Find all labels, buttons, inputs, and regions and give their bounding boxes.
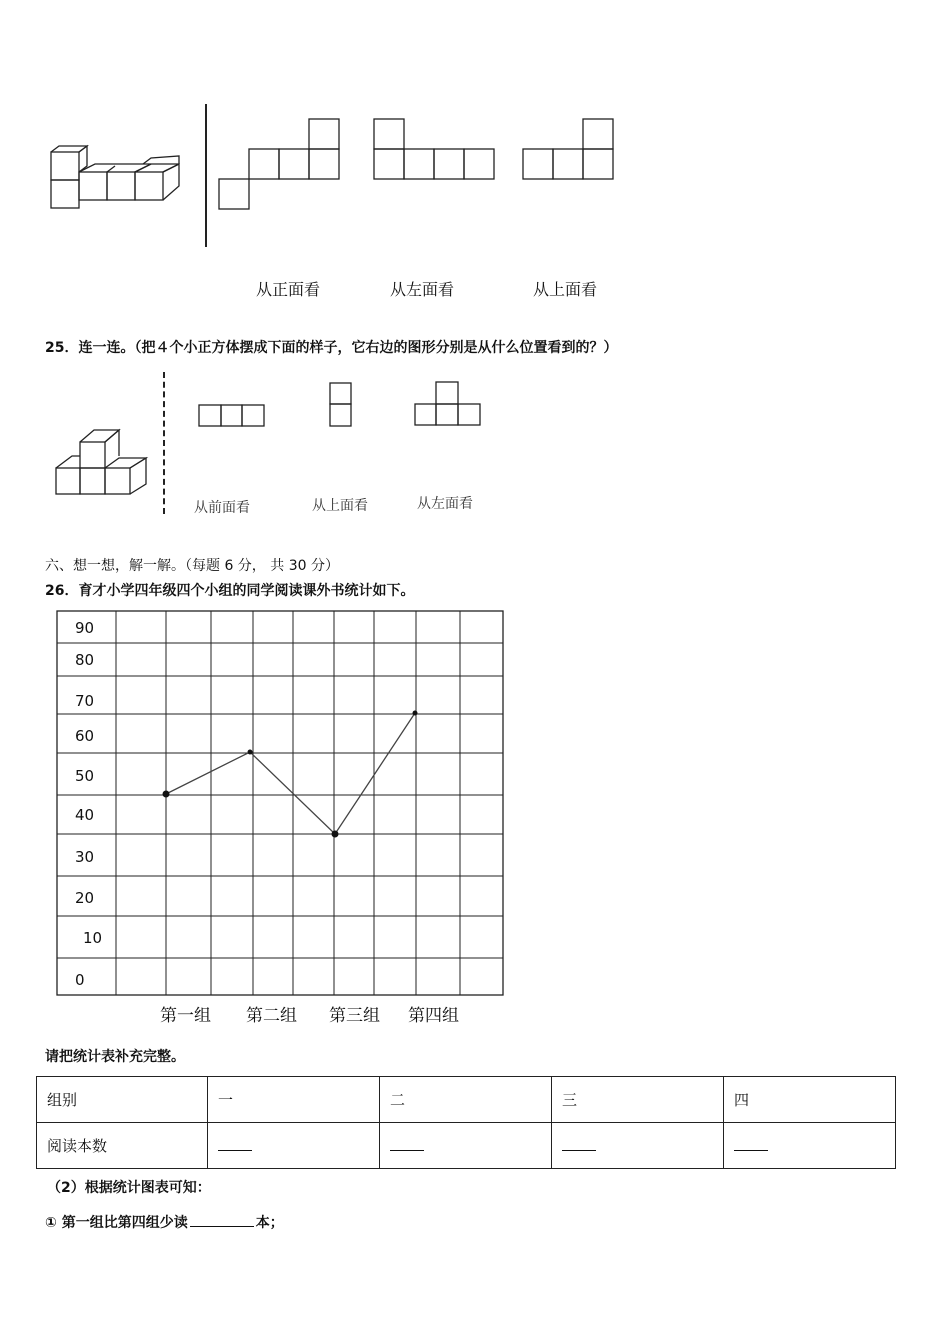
table-group-2: 二	[380, 1077, 552, 1123]
table-row-count	[37, 1123, 896, 1169]
chart-frame	[57, 611, 503, 995]
y-tick-label: 20	[75, 889, 95, 907]
x-category-label: 第四组	[408, 1006, 459, 1026]
y-tick-label: 60	[75, 727, 95, 745]
y-tick-label: 0	[75, 971, 85, 989]
q25-title: 25．连一连。（把４个小正方体摆成下面的样子，它右边的图形分别是从什么位置看到的？）	[45, 340, 618, 356]
data-point	[413, 711, 418, 716]
table-row-header	[37, 1077, 896, 1123]
stat-table	[36, 1076, 896, 1169]
q24-label-left: 从左面看	[390, 280, 455, 299]
y-tick-label: 50	[75, 767, 95, 785]
q26-sub1-after: 本；	[255, 1215, 284, 1231]
q24-label-front: 从正面看	[256, 280, 321, 299]
table-header-label: 组别	[37, 1077, 208, 1123]
answer-blank[interactable]	[562, 1136, 596, 1151]
q26-part2-title: （2）根据统计图表可知：	[47, 1180, 211, 1196]
table-cell-3[interactable]	[552, 1123, 724, 1169]
y-tick-label: 30	[75, 848, 95, 866]
q25-label-top: 从上面看	[312, 498, 368, 514]
table-cell-1[interactable]	[208, 1123, 380, 1169]
x-category-label: 第三组	[329, 1006, 380, 1026]
q26-title: 26．育才小学四年级四个小组的同学阅读课外书统计如下。	[45, 583, 415, 599]
q25-label-front: 从前面看	[194, 500, 250, 516]
data-point	[163, 791, 170, 798]
series-line	[166, 713, 415, 834]
q26-sub1-before: ① 第一组比第四组少读	[45, 1215, 188, 1231]
answer-blank[interactable]	[734, 1136, 768, 1151]
q26-sub1	[45, 1212, 284, 1232]
y-tick-label: 40	[75, 806, 95, 824]
q25-label-left: 从左面看	[417, 496, 473, 512]
data-point	[248, 750, 253, 755]
table-cell-2[interactable]	[380, 1123, 552, 1169]
table-row-label: 阅读本数	[37, 1123, 208, 1169]
y-tick-label: 70	[75, 692, 95, 710]
section6-title: 六、想一想，解一解。（每题 6 分， 共 30 分）	[45, 558, 339, 574]
table-group-1: 一	[208, 1077, 380, 1123]
table-group-4: 四	[724, 1077, 896, 1123]
y-tick-label: 80	[75, 651, 95, 669]
answer-blank[interactable]	[218, 1136, 252, 1151]
y-tick-label: 90	[75, 619, 95, 637]
table-cell-4[interactable]	[724, 1123, 896, 1169]
x-category-label: 第二组	[246, 1006, 297, 1026]
x-category-label: 第一组	[160, 1006, 211, 1026]
table-group-3: 三	[552, 1077, 724, 1123]
data-point	[332, 831, 339, 838]
q24-label-top: 从上面看	[533, 280, 598, 299]
y-tick-label: 10	[83, 929, 103, 947]
answer-blank[interactable]	[190, 1212, 254, 1227]
q26-instruction: 请把统计表补充完整。	[45, 1049, 185, 1065]
answer-blank[interactable]	[390, 1136, 424, 1151]
